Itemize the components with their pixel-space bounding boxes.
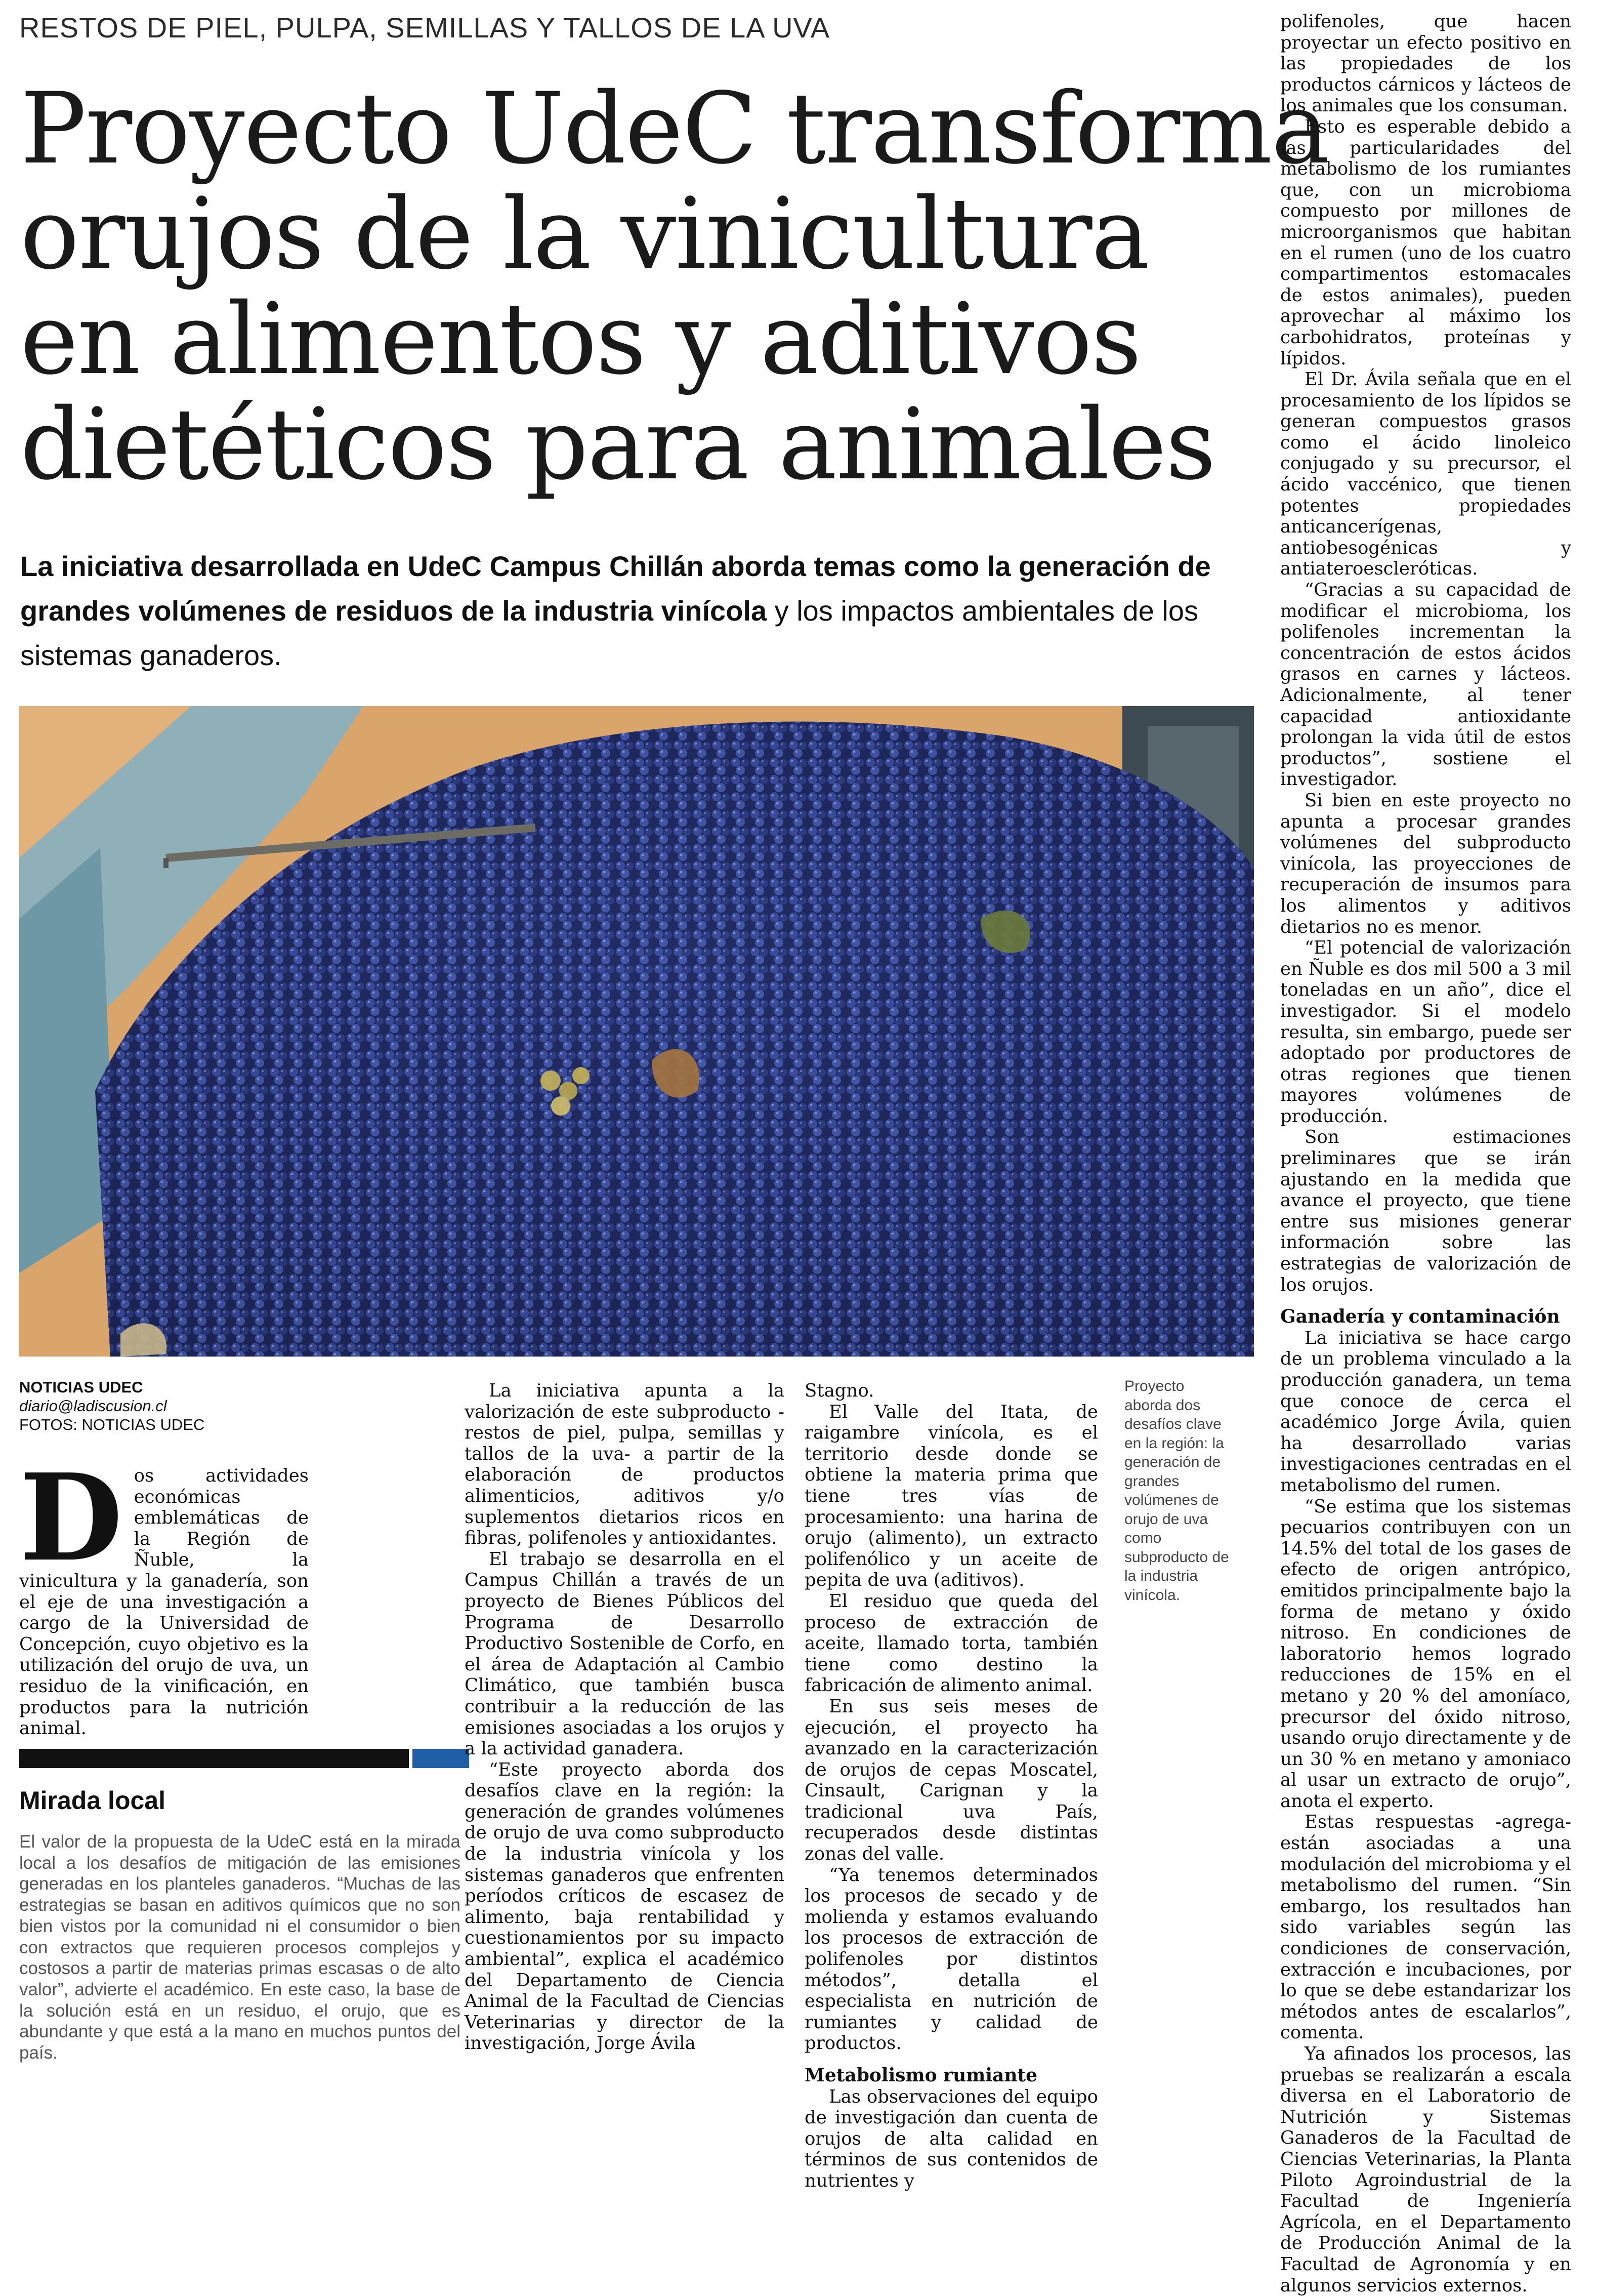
byline-source: NOTICIAS UDEC (19, 1378, 143, 1396)
subheading: Metabolismo rumiante (805, 2065, 1038, 2086)
headline-line-3: en alimentos y aditivos (20, 282, 1141, 396)
headline-line-4: dietéticos para animales (20, 387, 1215, 502)
sidebar-text: El valor de la propuesta de la UdeC está en la mirada local a los desafíos de mitigación de las emisiones generadas en los planteles ganaderos. “Muchas de las estrategias se basan en aditivos químicos que no son bien vistos por la comunidad ni el consumidor o bien con extractos que requieren procesos complejos y costosos a partir de materias primas escasas o de alto valor”, advierte el académico. En este caso, la base de la solución está en un residuo, el orujo, que es abundante y que está a la mano en muchos puntos del país. (19, 1832, 460, 2063)
grape-pomace-illustration (19, 706, 1254, 1357)
headline-line-1: Proyecto UdeC transforma (20, 71, 1329, 186)
column-3 (805, 1380, 1098, 2192)
paragraph: polifenoles, que hacen proyectar un efecto positivo en las propiedades de los productos cárnicos y lácteos de los animales que los consuman. (1280, 11, 1571, 116)
paragraph: El trabajo se desarrolla en el Campus Chillán a través de un proyecto de Bienes Públicos del Programa de Desarrollo Productivo Sostenible de Corfo, en el área de Adaptación al Cambio Climático, que también busca contribuir a la reducción de las emisiones asociadas a los orujos y a la actividad ganadera. (465, 1548, 784, 1759)
byline-email: diario@ladiscusion.cl (19, 1397, 167, 1415)
column-2 (465, 1380, 784, 2054)
paragraph: La iniciativa se hace cargo de un problema vinculado a la producción ganadera, un tema que conoce de cerca el académico Jorge Ávila, quien ha desarrollado varias investigaciones centradas en el metabolismo del rumen. (1280, 1327, 1571, 1496)
paragraph: “Este proyecto aborda dos desafíos clave en la región: la generación de grandes volúmenes de orujo de uva como subproducto de la industria vinícola y los sistemas ganaderos que enfrenten períodos críticos de escasez de alimento, baja rentabilidad y cuestionamientos por su impacto ambiental”, explica el académico del Departamento de Ciencia Animal de la Facultad de Ciencias Veterinarias y director de la investigación, Jorge Ávila (465, 1759, 784, 2054)
column-4 (1280, 11, 1571, 2296)
paragraph: Son estimaciones preliminares que se irán ajustando en la medida que avance el proyecto, que tiene entre sus misiones generar información sobre las estrategias de valorización de los orujos. (1280, 1127, 1571, 1295)
drop-cap: D (19, 1447, 123, 1588)
paragraph: Las observaciones del equipo de investigación dan cuenta de orujos de alta calidad en términos de sus contenidos de nutrientes y (805, 2086, 1098, 2191)
paragraph: “Gracias a su capacidad de modificar el microbioma, los polifenoles incrementan la concentración de estos ácidos grasos en carnes y lácteos. Adicionalmente, al tener capacidad antioxidante prolongan la vida útil de estos productos”, sostiene el investigador. (1280, 580, 1571, 790)
byline (19, 1378, 313, 1434)
paragraph: La iniciativa apunta a la valorización de este subproducto -restos de piel, pulpa, semillas y tallos de la uva- a partir de la elaboración de productos alimenticios, aditivos y/o suplementos dietarios ricos en fibras, polifenoles y antioxidantes. (465, 1380, 784, 1549)
paragraph: Esto es esperable debido a las particularidades del metabolismo de los rumiantes que, con un microbioma compuesto por millones de microorganismos que habitan en el rumen (uno de los cuatro compartimentos estomacales de estos animales), pueden aprovechar al máximo los carbohidratos, proteínas y lípidos. (1280, 116, 1571, 369)
byline-photos: FOTOS: NOTICIAS UDEC (19, 1416, 205, 1433)
paragraph: El Dr. Ávila señala que en el procesamiento de los lípidos se generan compuestos grasos como el ácido linoleico conjugado y su precursor, el ácido vaccénico, que tienen potentes propiedades anticancerígenas, antiobesogénicas y antiateroescleróticas. (1280, 369, 1571, 580)
headline-line-2: orujos de la vinicultura (20, 177, 1149, 291)
paragraph: En sus seis meses de ejecución, el proyecto ha avanzado en la caracterización de orujos de cepas Moscatel, Cinsault, Carignan y la tradicional uva País, recuperados desde distintas zonas del valle. (805, 1696, 1098, 1865)
deck (20, 544, 1245, 678)
photo-caption: Proyecto aborda dos desafíos clave en la región: la generación de grandes volúmenes de orujo de uva como subproducto de la industria vinícola. (1124, 1378, 1229, 1604)
deck-regular: y los impactos ambientales de los sistemas ganaderos. (20, 595, 1198, 671)
column-1 (19, 1447, 309, 1739)
paragraph: Estas respuestas -agrega- están asociadas a una modulación del microbioma y el metabolismo del rumen. “Sin embargo, los resultados han sido variables según las condiciones de conservación, extracción e incubaciones, por lo que se debe estandarizar los métodos antes de escalarlos”, comenta. (1280, 1812, 1571, 2043)
paragraph: os actividades económicas emblemáticas de la Región de Ñuble, la vinicultura y la ganadería, son el eje de una investigación a cargo de la Universidad de Concepción, cuyo objetivo es la utilización del orujo de uva, un residuo de la vinificación, en productos para la nutrición animal. (19, 1465, 309, 1739)
sidebar-title: Mirada local (19, 1786, 165, 1815)
paragraph: Stagno. (805, 1380, 874, 1401)
paragraph: Si bien en este proyecto no apunta a procesar grandes volúmenes del subproducto vinícola, las proyecciones de recuperación de insumos para los alimentos y aditivos dietarios no es menor. (1280, 790, 1571, 937)
paragraph: “Se estima que los sistemas pecuarios contribuyen con un 14.5% del total de los gases de efecto de origen antrópico, emitidos principalmente bajo la forma de metano y óxido nitroso. En condiciones de laboratorio hemos logrado reducciones de 15% en el metano y 20 % del amoníaco, precursor del óxido nitroso, usando orujo directamente y de un 30 % en metano y amoniaco al usar un extracto de orujo”, anota el experto. (1280, 1496, 1571, 1812)
headline (20, 71, 1329, 502)
grape-pomace-photo (19, 706, 1254, 1357)
paragraph: “Ya tenemos determinados los procesos de secado y de molienda y estamos evaluando los procesos de extracción de polifenoles por distintos métodos”, detalla el especialista en nutrición de rumiantes y calidad de productos. (805, 1864, 1098, 2054)
paragraph: Ya afinados los procesos, las pruebas se realizarán a escala diversa en el Laboratorio de Nutrición y Sistemas Ganaderos de la Facultad de Ciencias Veterinarias, la Planta Piloto Agroindustrial de la Facultad de Ingeniería Agrícola, en el Departamento de Producción Animal de la Facultad de Agronomía y en algunos servicios externos. (1280, 2043, 1571, 2296)
sidebar-rule (19, 1749, 409, 1768)
paragraph: “El potencial de valorización en Ñuble es dos mil 500 a 3 mil toneladas en un año”, dice el investigador. Si el modelo resulta, sin embargo, puede ser adoptado por productores de otras regiones que tienen mayores volúmenes de producción. (1280, 937, 1571, 1127)
deck-bold: La iniciativa desarrollada en UdeC Campus Chillán aborda temas como la generación de grandes volúmenes de residuos de la industria vinícola (20, 550, 1211, 627)
paragraph: El residuo que queda del proceso de extracción de aceite, llamado torta, también tiene como destino la fabricación de alimento animal. (805, 1590, 1098, 1696)
paragraph: El Valle del Itata, de raigambre vinícola, es el territorio desde donde se obtiene la materia prima que tiene tres vías de procesamiento: una harina de orujo (alimento), un extracto polifenólico y un aceite de pepita de uva (aditivos). (805, 1401, 1098, 1591)
subheading: Ganadería y contaminación (1280, 1306, 1560, 1328)
kicker: RESTOS DE PIEL, PULPA, SEMILLAS Y TALLOS DE LA UVA (19, 12, 830, 44)
sidebar-rule-accent (412, 1749, 469, 1768)
